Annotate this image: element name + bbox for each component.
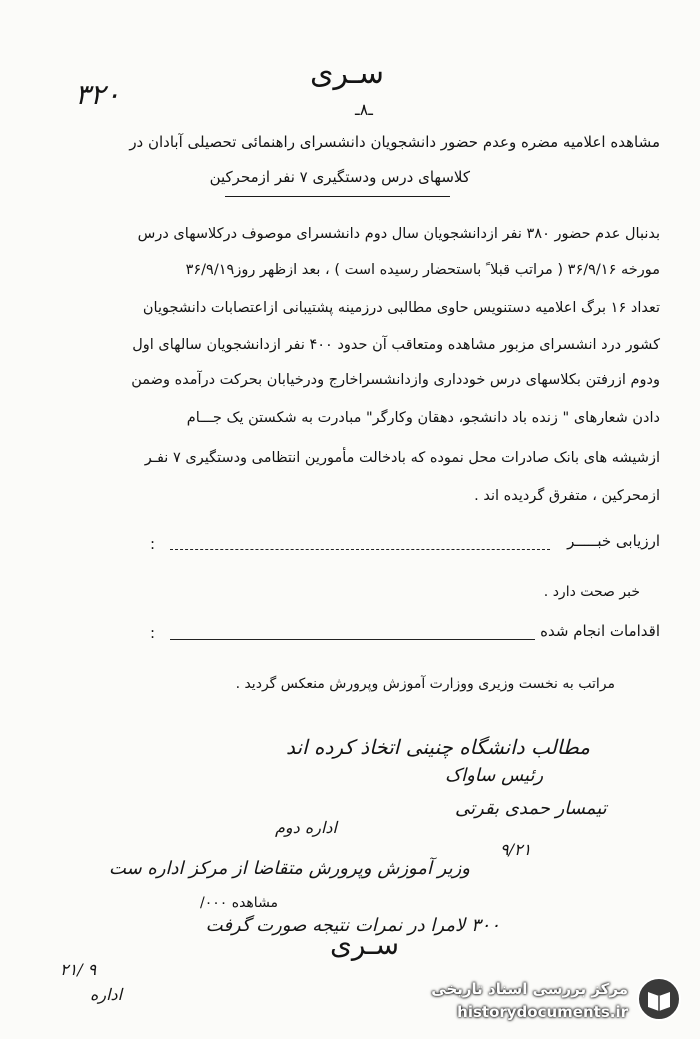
signature-date: ۹/۲۱ (500, 840, 532, 859)
handwritten-note-1: مطالب دانشگاه چنینی اتخاذ کرده اند (286, 735, 590, 759)
classification-top: سـری (310, 56, 384, 91)
handwritten-note-2: اداره دوم (275, 818, 337, 837)
watermark (405, 972, 690, 1034)
document-number: ۳۲۰ (75, 78, 121, 111)
body-line: ازشیشه های بانک صادرات محل نموده که بادخالت مأمورین انتظامی ودستگیری ۷ نفـر (144, 450, 660, 466)
actions-note: مراتب به نخست وزیری ووزارت آموزش وپرورش منعکس گردید . (235, 676, 615, 692)
subject-line-1: مشاهده اعلامیه مضره وعدم حضور دانشجویان دانشسرای راهنمائی تحصیلی آبادان در (129, 133, 660, 151)
page-marker: ـ۸ـ (355, 100, 373, 119)
actions-rule (170, 639, 535, 640)
watermark-url: historydocuments.ir (457, 1003, 628, 1021)
watermark-name: مرکز بررسی اسناد تاریخی (431, 980, 628, 998)
signature-name: تیمسار حمدی بقرتی (455, 798, 607, 819)
assessment-value: خبر صحت دارد . (543, 584, 640, 600)
observed-label: مشاهده ۰۰۰/ (200, 895, 279, 911)
assessment-colon: : (150, 535, 156, 553)
actions-colon: : (150, 624, 156, 642)
signature-title: رئیس ساواک (445, 765, 544, 786)
assessment-rule (170, 549, 550, 550)
body-line: بدنبال عدم حضور ۳۸۰ نفر ازدانشجویان سال دوم دانشسرای موصوف درکلاسهای درس (137, 226, 660, 242)
body-line: ودوم ازرفتن بکلاسهای درس خودداری وازدانشسراخارج ودرخیابان بحرکت درآمده وضمن (131, 372, 660, 388)
handwritten-note-4: ۳۰۰ لامرا در نمرات نتیجه صورت گرفت (205, 915, 500, 936)
handwritten-date: ۲۱/ ۹ (60, 960, 97, 979)
body-line: تعداد ۱۶ برگ اعلامیه دستنویس حاوی مطالبی درزمینه پشتیبانی ازاعتصابات دانشجویان (142, 300, 660, 316)
assessment-label: ارزیابی خبـــــر (567, 532, 660, 550)
handwritten-note-6: اداره (90, 985, 123, 1004)
actions-label: اقدامات انجام شده (540, 622, 660, 640)
subject-underline (225, 196, 450, 197)
body-line: مورخه ۳۶/۹/۱۶ ( مراتب قبلا ً باستحضار رسیده است ) ، بعد ازظهر روز۳۶/۹/۱۹ (185, 262, 660, 278)
book-emblem-icon (636, 976, 682, 1022)
body-line: ازمحرکین ، متفرق گردیده اند . (474, 488, 660, 504)
body-line: دادن شعارهای " زنده باد دانشجو، دهقان وکارگر" مبادرت به شکستن یک جـــام (186, 410, 660, 426)
handwritten-note-3: وزیر آموزش وپرورش متقاضا از مرکز اداره ست (108, 858, 470, 879)
body-line: کشور درد انشسرای مزبور مشاهده ومتعاقب آن حدود ۴۰۰ نفر ازدانشجویان سالهای اول (132, 337, 660, 353)
classification-bottom: سـری (330, 928, 400, 961)
subject-line-2: کلاسهای درس ودستگیری ۷ نفر ازمحرکین (209, 168, 470, 186)
